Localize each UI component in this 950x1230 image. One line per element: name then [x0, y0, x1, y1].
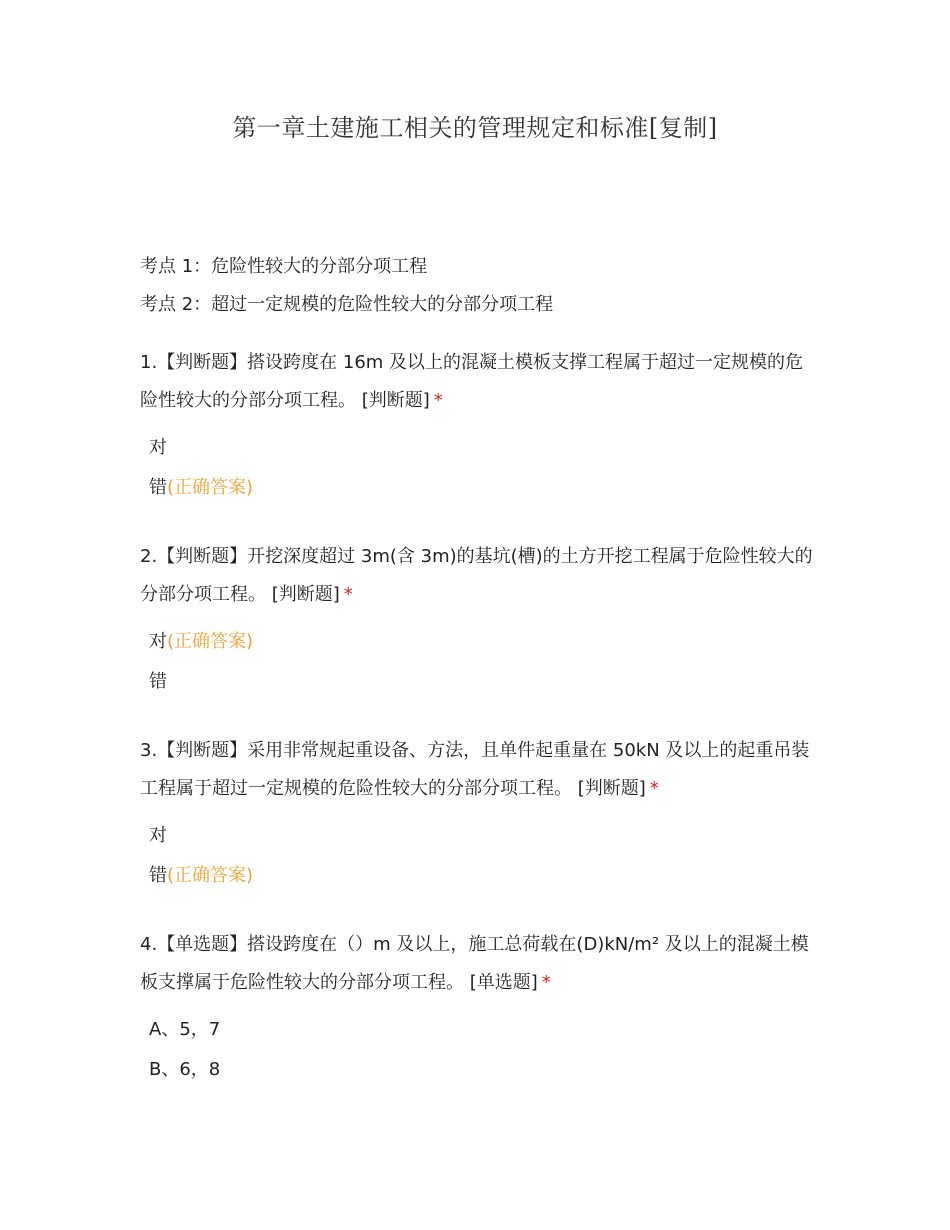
option-label: 对	[149, 631, 167, 652]
question-text	[140, 926, 820, 1002]
question-text	[140, 344, 820, 420]
required-mark: *	[343, 584, 353, 605]
correct-answer-tag: (正确答案)	[167, 631, 254, 652]
question-4	[140, 926, 820, 1090]
question-4-text: 4.【单选题】搭设跨度在（）m 及以上，施工总荷载在(D)kN/m² 及以上的混凝土模板支撑属于危险性较大的分部分项工程。 [单选题]	[140, 934, 809, 993]
question-text	[140, 732, 820, 808]
option-list	[140, 1010, 820, 1090]
option-true[interactable]	[140, 622, 820, 662]
option-true[interactable]	[140, 428, 820, 468]
document-content	[140, 248, 820, 1090]
required-mark: *	[541, 972, 551, 993]
option-label: 错	[149, 671, 167, 692]
question-2-text: 2.【判断题】开挖深度超过 3m(含 3m)的基坑(槽)的土方开挖工程属于危险性较大的分部分项工程。 [判断题]	[140, 546, 813, 605]
required-mark: *	[649, 778, 659, 799]
option-false[interactable]	[140, 662, 820, 702]
option-label: 错	[149, 865, 167, 886]
question-1-text: 1.【判断题】搭设跨度在 16m 及以上的混凝土模板支撑工程属于超过一定规模的危险性较大的分部分项工程。 [判断题]	[140, 352, 804, 411]
option-label: A、5，7	[149, 1019, 221, 1040]
question-3	[140, 732, 820, 896]
question-2	[140, 538, 820, 702]
option-list	[140, 816, 820, 896]
option-list	[140, 428, 820, 508]
option-false[interactable]	[140, 468, 820, 508]
required-mark: *	[433, 390, 443, 411]
document-title: 第一章土建施工相关的管理规定和标准[复制]	[232, 114, 718, 142]
question-3-text: 3.【判断题】采用非常规起重设备、方法，且单件起重量在 50kN 及以上的起重吊装工程属于超过一定规模的危险性较大的分部分项工程。 [判断题]	[140, 740, 810, 799]
option-a[interactable]	[140, 1010, 820, 1050]
correct-answer-tag: (正确答案)	[167, 865, 254, 886]
option-label: B、6，8	[149, 1059, 221, 1080]
option-label: 对	[149, 437, 167, 458]
option-false[interactable]	[140, 856, 820, 896]
option-label: 错	[149, 477, 167, 498]
option-b[interactable]	[140, 1050, 820, 1090]
option-label: 对	[149, 825, 167, 846]
option-true[interactable]	[140, 816, 820, 856]
option-list	[140, 622, 820, 702]
key-point-1: 考点 1：危险性较大的分部分项工程	[140, 256, 428, 277]
correct-answer-tag: (正确答案)	[167, 477, 254, 498]
question-text	[140, 538, 820, 614]
question-1	[140, 344, 820, 508]
key-point-2: 考点 2：超过一定规模的危险性较大的分部分项工程	[140, 294, 554, 315]
